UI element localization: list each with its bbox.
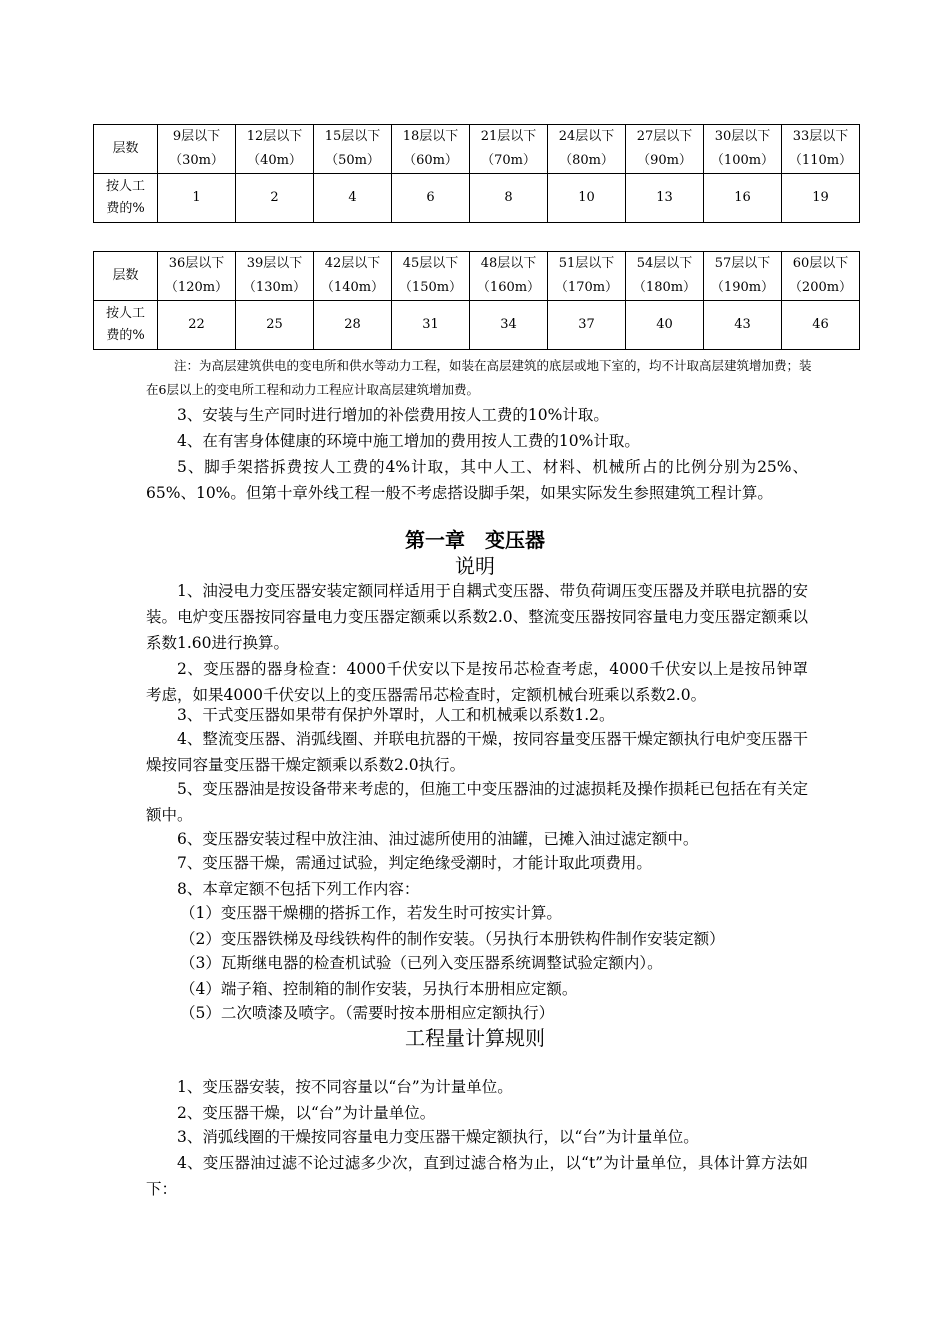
table-header-cell: 21层以下 （70m） xyxy=(470,125,548,174)
table-note: 注：为高层建筑供电的变电所和供水等动力工程，如装在高层建筑的底层或地下室的，均不计取高层建筑增加费；装在6层以上的变电所工程和动力工程应计取高层建筑增加费。 xyxy=(146,358,812,397)
table-header-cell: 51层以下 （170m） xyxy=(548,252,626,301)
section-heading-rules: 工程量计算规则 xyxy=(405,1026,545,1050)
table-header-cell: 45层以下 （150m） xyxy=(392,252,470,301)
table-header-cell: 39层以下 （130m） xyxy=(236,252,314,301)
table-header-row xyxy=(94,125,860,174)
table-header-cell: 15层以下 （50m） xyxy=(314,125,392,174)
table-cell: 34 xyxy=(470,301,548,350)
row-header-percent: 按人工 费的% xyxy=(94,174,158,223)
table-header-cell: 57层以下 （190m） xyxy=(704,252,782,301)
table-cell: 40 xyxy=(626,301,704,350)
table-cell: 22 xyxy=(158,301,236,350)
intro-item: 3、安装与生产同时进行增加的补偿费用按人工费的10%计取。 xyxy=(177,406,609,424)
table-header-cell: 24层以下 （80m） xyxy=(548,125,626,174)
table-cell: 8 xyxy=(470,174,548,223)
table-header-cell: 60层以下 （200m） xyxy=(782,252,860,301)
explain-item: 2、变压器的器身检查：4000千伏安以下是按吊芯检查考虑，4000千伏安以上是按吊钟罩考虑，如果4000千伏安以上的变压器需吊芯检查时，定额机械台班乘以系数2.0。 xyxy=(146,660,808,704)
table-cell: 46 xyxy=(782,301,860,350)
floor-surcharge-table-2 xyxy=(93,251,860,350)
intro-item: 5、脚手架搭拆费按人工费的4%计取，其中人工、材料、机械所占的比例分别为25%、65%、10%。但第十章外线工程一般不考虑搭设脚手架，如果实际发生参照建筑工程计算。 xyxy=(146,458,808,502)
row-header-floors: 层数 xyxy=(94,252,158,301)
table-cell: 2 xyxy=(236,174,314,223)
table-header-cell: 30层以下 （100m） xyxy=(704,125,782,174)
floor-surcharge-table-1 xyxy=(93,124,860,223)
rule-item: 1、变压器安装，按不同容量以“台”为计量单位。 xyxy=(177,1078,513,1096)
table-cell: 28 xyxy=(314,301,392,350)
table-cell: 10 xyxy=(548,174,626,223)
explain-item: 5、变压器油是按设备带来考虑的，但施工中变压器油的过滤损耗及操作损耗已包括在有关定额中。 xyxy=(146,780,808,824)
explain-item: 4、整流变压器、消弧线圈、并联电抗器的干燥，按同容量变压器干燥定额执行电炉变压器干燥按同容量变压器干燥定额乘以系数2.0执行。 xyxy=(146,730,808,774)
table-header-cell: 48层以下 （160m） xyxy=(470,252,548,301)
exclusion-item: （5）二次喷漆及喷字。（需要时按本册相应定额执行） xyxy=(180,1004,555,1022)
table-cell: 4 xyxy=(314,174,392,223)
explain-item: 7、变压器干燥，需通过试验，判定绝缘受潮时，才能计取此项费用。 xyxy=(177,854,652,872)
exclusion-item: （1）变压器干燥棚的搭拆工作，若发生时可按实计算。 xyxy=(180,904,562,922)
table-value-row xyxy=(94,174,860,223)
intro-item: 4、在有害身体健康的环境中施工增加的费用按人工费的10%计取。 xyxy=(177,432,640,450)
explain-item: 1、油浸电力变压器安装定额同样适用于自耦式变压器、带负荷调压变压器及并联电抗器的安装。电炉变压器按同容量电力变压器定额乘以系数2.0、整流变压器按同容量电力变压器定额乘以系数1.60进行换算。 xyxy=(146,582,808,652)
table-value-row xyxy=(94,301,860,350)
table-header-cell: 42层以下 （140m） xyxy=(314,252,392,301)
chapter-title: 第一章 变压器 xyxy=(405,528,545,552)
rule-item: 3、消弧线圈的干燥按同容量电力变压器干燥定额执行，以“台”为计量单位。 xyxy=(177,1128,699,1146)
table-header-cell: 33层以下 （110m） xyxy=(782,125,860,174)
table-cell: 1 xyxy=(158,174,236,223)
exclusion-item: （3）瓦斯继电器的检查机试验（已列入变压器系统调整试验定额内）。 xyxy=(180,954,663,972)
row-header-percent: 按人工 费的% xyxy=(94,301,158,350)
explain-item: 6、变压器安装过程中放注油、油过滤所使用的油罐，已摊入油过滤定额中。 xyxy=(177,830,699,848)
table-cell: 19 xyxy=(782,174,860,223)
row-header-floors: 层数 xyxy=(94,125,158,174)
explain-item: 3、干式变压器如果带有保护外罩时，人工和机械乘以系数1.2。 xyxy=(177,706,615,724)
table-cell: 13 xyxy=(626,174,704,223)
explain-item: 8、本章定额不包括下列工作内容： xyxy=(177,880,420,898)
table-cell: 37 xyxy=(548,301,626,350)
exclusion-item: （4）端子箱、控制箱的制作安装，另执行本册相应定额。 xyxy=(180,980,578,998)
table-cell: 43 xyxy=(704,301,782,350)
rule-item: 4、变压器油过滤不论过滤多少次，直到过滤合格为止，以“t”为计量单位，具体计算方法如下： xyxy=(146,1154,808,1198)
table-header-cell: 9层以下 （30m） xyxy=(158,125,236,174)
table-cell: 6 xyxy=(392,174,470,223)
rule-item: 2、变压器干燥，以“台”为计量单位。 xyxy=(177,1104,436,1122)
table-cell: 25 xyxy=(236,301,314,350)
exclusion-item: （2）变压器铁梯及母线铁构件的制作安装。（另执行本册铁构件制作安装定额） xyxy=(180,930,725,948)
section-heading-explain: 说明 xyxy=(455,554,495,578)
table-header-cell: 27层以下 （90m） xyxy=(626,125,704,174)
table-header-cell: 54层以下 （180m） xyxy=(626,252,704,301)
table-cell: 16 xyxy=(704,174,782,223)
table-header-cell: 12层以下 （40m） xyxy=(236,125,314,174)
table-header-row xyxy=(94,252,860,301)
table-header-cell: 36层以下 （120m） xyxy=(158,252,236,301)
table-cell: 31 xyxy=(392,301,470,350)
table-header-cell: 18层以下 （60m） xyxy=(392,125,470,174)
